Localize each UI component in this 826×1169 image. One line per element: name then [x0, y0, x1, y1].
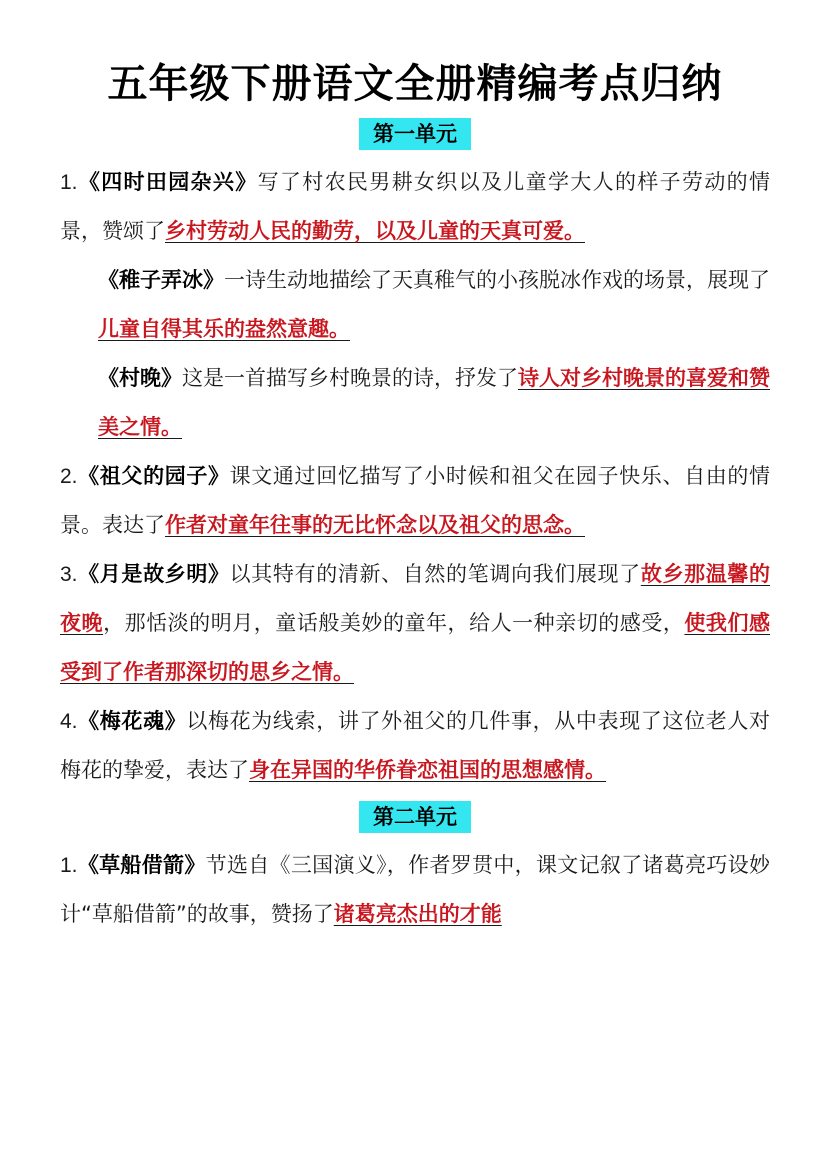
lesson-title: 《月是故乡明》: [77, 562, 230, 586]
list-item: [60, 550, 770, 697]
unit-heading-2: [60, 801, 770, 835]
list-item: [60, 354, 770, 452]
page-title: 五年级下册语文全册精编考点归纳: [107, 61, 723, 107]
key-point: 使我们感受到了作者那深切的思乡之情。: [60, 611, 770, 684]
item-text: 写了村农民男耕女织以及儿童学大人的样子劳动的情景，赞颂了: [60, 170, 771, 243]
item-text: 节选自《三国演义》，作者罗贯中，课文记叙了诸葛亮巧设妙计“草船借箭”的故事，赞扬了: [60, 853, 771, 926]
poem-title: 《村晚》: [98, 366, 182, 390]
item-text: 以其特有的清新、自然的笔调向我们展现了: [229, 562, 641, 586]
key-point: 身在异国的华侨眷恋祖国的思想感情。: [249, 758, 606, 782]
item-text: 以梅花为线索，讲了外祖父的几件事，从中表现了这位老人对梅花的挚爱，表达了: [60, 709, 771, 782]
item-text: 一诗生动地描绘了天真稚气的小孩脱冰作戏的场景，展现了: [224, 268, 770, 292]
lesson-title: 《梅花魂》: [77, 709, 187, 733]
lesson-title: 《草船借箭》: [77, 853, 206, 877]
item-number: 1.: [60, 171, 78, 194]
lesson-title: 《祖父的园子》: [77, 464, 230, 488]
list-item: [60, 256, 770, 354]
item-number: 4.: [60, 710, 78, 733]
list-item: [60, 158, 770, 256]
key-point: 乡村劳动人民的勤劳，以及儿童的天真可爱。: [165, 219, 585, 243]
item-text: 这是一首描写乡村晚景的诗，抒发了: [182, 366, 518, 390]
poem-title: 《四时田园杂兴》: [77, 170, 258, 194]
item-text: 课文通过回忆描写了小时候和祖父在园子快乐、自由的情景。表达了: [60, 464, 771, 537]
item-text: ，那恬淡的明月，童话般美妙的童年，给人一种亲切的感受，: [103, 611, 685, 635]
item-number: 3.: [60, 563, 78, 586]
poem-title: 《稚子弄冰》: [98, 268, 224, 292]
list-item: [60, 452, 770, 550]
item-number: 2.: [60, 465, 78, 488]
unit-heading-1: [60, 118, 770, 152]
list-item: [60, 697, 770, 795]
unit-label: 第一单元: [359, 118, 471, 150]
key-point: 儿童自得其乐的盎然意趣。: [98, 317, 350, 341]
list-item: [60, 841, 770, 939]
key-point: 故乡那温馨的夜晚: [60, 562, 771, 635]
unit-label: 第二单元: [359, 801, 471, 833]
key-point: 作者对童年往事的无比怀念以及祖父的思念。: [165, 513, 585, 537]
item-number: 1.: [60, 854, 78, 877]
key-point: 诸葛亮杰出的才能: [333, 902, 502, 926]
key-point: 诗人对乡村晚景的喜爱和赞美之情。: [98, 366, 770, 439]
